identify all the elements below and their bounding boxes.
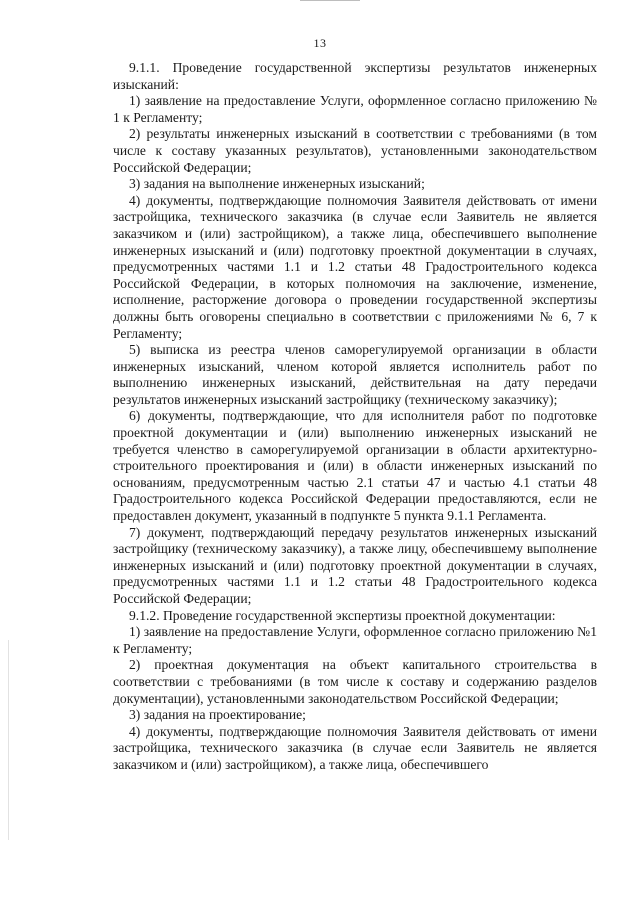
- list-item-3: 3) задания на выполнение инженерных изысканий;: [129, 176, 425, 192]
- page-number: 13: [313, 36, 327, 50]
- list-item-3b: 3) задания на проектирование;: [129, 707, 306, 723]
- document-body: [113, 60, 597, 774]
- list-item-4: 4) документы, подтверждающие полномочия Заявителя действовать от имени застройщика, технического заказчика (в случае если Заявитель не является заказчиком и (или) застройщиком), а также лица, обеспечившего выполнение инженерных изысканий и (или) подготовку проектной документации в случаях, предусмотренных частями 1.1 и 1.2 статьи 48 Градостроительного кодекса Российской Федерации, в которых полномочия на заключение, изменение, исполнение, расторжение договора о проведении государственной экспертизы должны быть оговорены специально в соответствии с приложениями № 6, 7 к Регламенту;: [113, 192, 597, 341]
- list-item-1: 1) заявление на предоставление Услуги, оформленное согласно приложению № 1 к Регламенту;: [113, 93, 597, 125]
- list-item-7: 7) документ, подтверждающий передачу результатов инженерных изысканий застройщику (техническому заказчику), а также лицу, обеспечившему выполнение инженерных изысканий и (или) подготовку проектной документации в случаях, предусмотренных частями 1.1 и 1.2 статьи 48 Градостроительного кодекса Российской Федерации;: [113, 524, 597, 606]
- section-heading-9-1-1: 9.1.1. Проведение государственной экспертизы результатов инженерных изысканий:: [113, 60, 597, 92]
- scan-artifact-top: [300, 0, 360, 1]
- list-item-4b: 4) документы, подтверждающие полномочия Заявителя действовать от имени застройщика, технического заказчика (в случае если Заявитель не является заказчиком и (или) застройщиком), а также лица, обеспечившего: [113, 723, 597, 772]
- list-item-2: 2) результаты инженерных изысканий в соответствии с требованиями (в том числе к составу указанных результатов), установленными законодательством Российской Федерации;: [113, 126, 597, 175]
- list-item-5: 5) выписка из реестра членов саморегулируемой организации в области инженерных изысканий, членом которой является исполнитель работ по выполнению инженерных изысканий, действительная на дату передачи результатов инженерных изысканий застройщику (техническому заказчику);: [113, 342, 597, 407]
- list-item-2b: 2) проектная документация на объект капитального строительства в соответствии с требованиями (в том числе к составу и содержанию разделов документации), установленными законодательством Российской Федерации;: [113, 657, 597, 706]
- section-heading-9-1-2: 9.1.2. Проведение государственной экспертизы проектной документации:: [129, 607, 556, 623]
- scan-artifact-left-margin: [8, 640, 9, 840]
- list-item-6: 6) документы, подтверждающие, что для исполнителя работ по подготовке проектной документации и (или) выполнению инженерных изысканий не требуется членство в саморегулируемой организации в области архитектурно-строительного проектирования и (или) в области инженерных изысканий по основаниям, предусмотренным частью 2.1 статьи 47 и частью 4.1 статьи 48 Градостроительного кодекса Российской Федерации предоставляются, если не предоставлен документ, указанный в подпункте 5 пункта 9.1.1 Регламента.: [113, 408, 597, 524]
- list-item-1b: 1) заявление на предоставление Услуги, оформленное согласно приложению №1 к Регламенту;: [113, 624, 597, 656]
